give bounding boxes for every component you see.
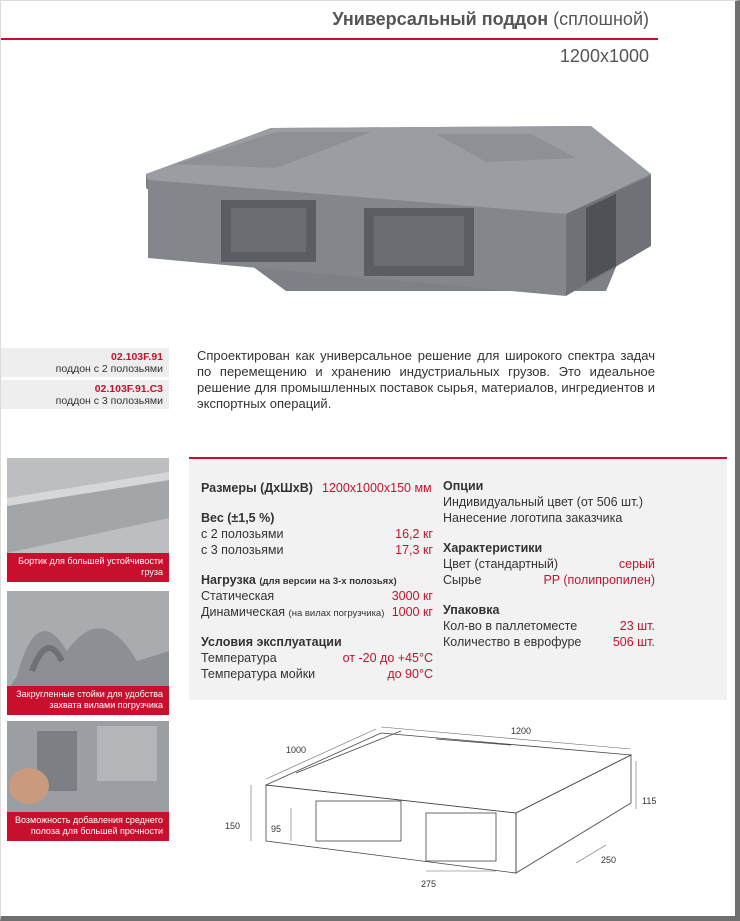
feature-posts bbox=[7, 591, 169, 715]
feature-runner bbox=[7, 721, 169, 841]
dim-runner-width: 250 bbox=[601, 855, 617, 865]
specs-panel bbox=[189, 457, 727, 700]
option-item: Нанесение логотипа заказчика bbox=[443, 511, 623, 525]
dim-runner-height: 115 bbox=[642, 796, 657, 806]
title-bold: Универсальный поддон bbox=[332, 9, 549, 29]
pack-pallet-value: 23 шт. bbox=[619, 619, 655, 633]
load-heading bbox=[201, 573, 397, 587]
weight-heading: Вес (±1,5 %) bbox=[201, 511, 275, 525]
option-item: Индивидуальный цвет (от 506 шт.) bbox=[443, 495, 644, 509]
weight-label: с 3 полозьями bbox=[201, 543, 284, 557]
feature-caption: Возможность добавления среднего полоза для большей прочности bbox=[7, 812, 169, 841]
pallet-size: 1200x1000 bbox=[559, 46, 649, 66]
feature-caption: Закругленные стойки для удобства захвата вилами погрузчика bbox=[7, 686, 169, 715]
weight-label: с 2 полозьями bbox=[201, 527, 284, 541]
pack-truck-label: Количество в еврофуре bbox=[443, 635, 582, 649]
temp-value: от -20 до +45°С bbox=[342, 651, 433, 665]
color-label: Цвет (стандартный) bbox=[443, 557, 559, 571]
temp-label: Температура bbox=[201, 651, 277, 665]
code-number: 02.103F.91.C3 bbox=[94, 383, 163, 395]
static-value: 3000 кг bbox=[391, 589, 433, 603]
pack-truck-value: 506 шт. bbox=[612, 635, 655, 649]
feature-caption: Бортик для большей устойчивости груза bbox=[7, 553, 169, 582]
code-item bbox=[1, 348, 169, 377]
code-number: 02.103F.91 bbox=[111, 351, 163, 363]
load-heading-text: Нагрузка bbox=[201, 573, 256, 587]
product-codes bbox=[1, 348, 169, 412]
page-title bbox=[332, 9, 649, 30]
char-heading: Характеристики bbox=[443, 541, 543, 555]
title-rest: (сплошной) bbox=[553, 9, 649, 29]
options-heading: Опции bbox=[443, 479, 484, 493]
load-note: (для версии на 3-х полозьях) bbox=[259, 576, 397, 587]
dynamic-value: 1000 кг bbox=[391, 605, 433, 619]
technical-drawing bbox=[211, 713, 681, 893]
intro-text: Спроектирован как универсальное решение для широкого спектра задач по перемещению и хранению индустриальных грузов. Это идеальное решение для промышленных поставок сырья, материалов, ингредиентов и экспортных операций. bbox=[197, 348, 655, 411]
wash-label: Температура мойки bbox=[201, 667, 316, 681]
static-label: Статическая bbox=[201, 589, 275, 603]
title-divider bbox=[1, 38, 658, 40]
dim-width: 1000 bbox=[286, 745, 307, 755]
pack-heading: Упаковка bbox=[443, 603, 500, 617]
material-value: PP (полипропилен) bbox=[543, 573, 655, 587]
dynamic-label-text: Динамическая bbox=[201, 605, 286, 619]
dims-value: 1200x1000x150 мм bbox=[322, 481, 432, 495]
feature-edge bbox=[7, 458, 169, 582]
dim-opening-height: 95 bbox=[271, 824, 282, 834]
code-description: поддон с 3 полозьями bbox=[55, 395, 163, 407]
dim-opening-width: 275 bbox=[421, 879, 437, 889]
material-label: Сырье bbox=[443, 573, 482, 587]
code-item bbox=[1, 380, 169, 409]
pallet-photo bbox=[136, 96, 661, 311]
dim-length: 1200 bbox=[511, 726, 532, 736]
weight-value: 16,2 кг bbox=[395, 527, 433, 541]
dynamic-label bbox=[201, 605, 384, 619]
color-value: серый bbox=[618, 557, 655, 571]
dynamic-note: (на вилах погрузчика) bbox=[288, 608, 385, 619]
weight-value: 17,3 кг bbox=[395, 543, 433, 557]
code-description: поддон с 2 полозьями bbox=[55, 363, 163, 375]
pack-pallet-label: Кол-во в паллетоместе bbox=[443, 619, 578, 633]
conditions-heading: Условия эксплуатации bbox=[201, 635, 342, 649]
dim-height: 150 bbox=[225, 821, 241, 831]
wash-value: до 90°С bbox=[387, 667, 433, 681]
dims-label: Размеры (ДхШхВ) bbox=[201, 481, 313, 495]
